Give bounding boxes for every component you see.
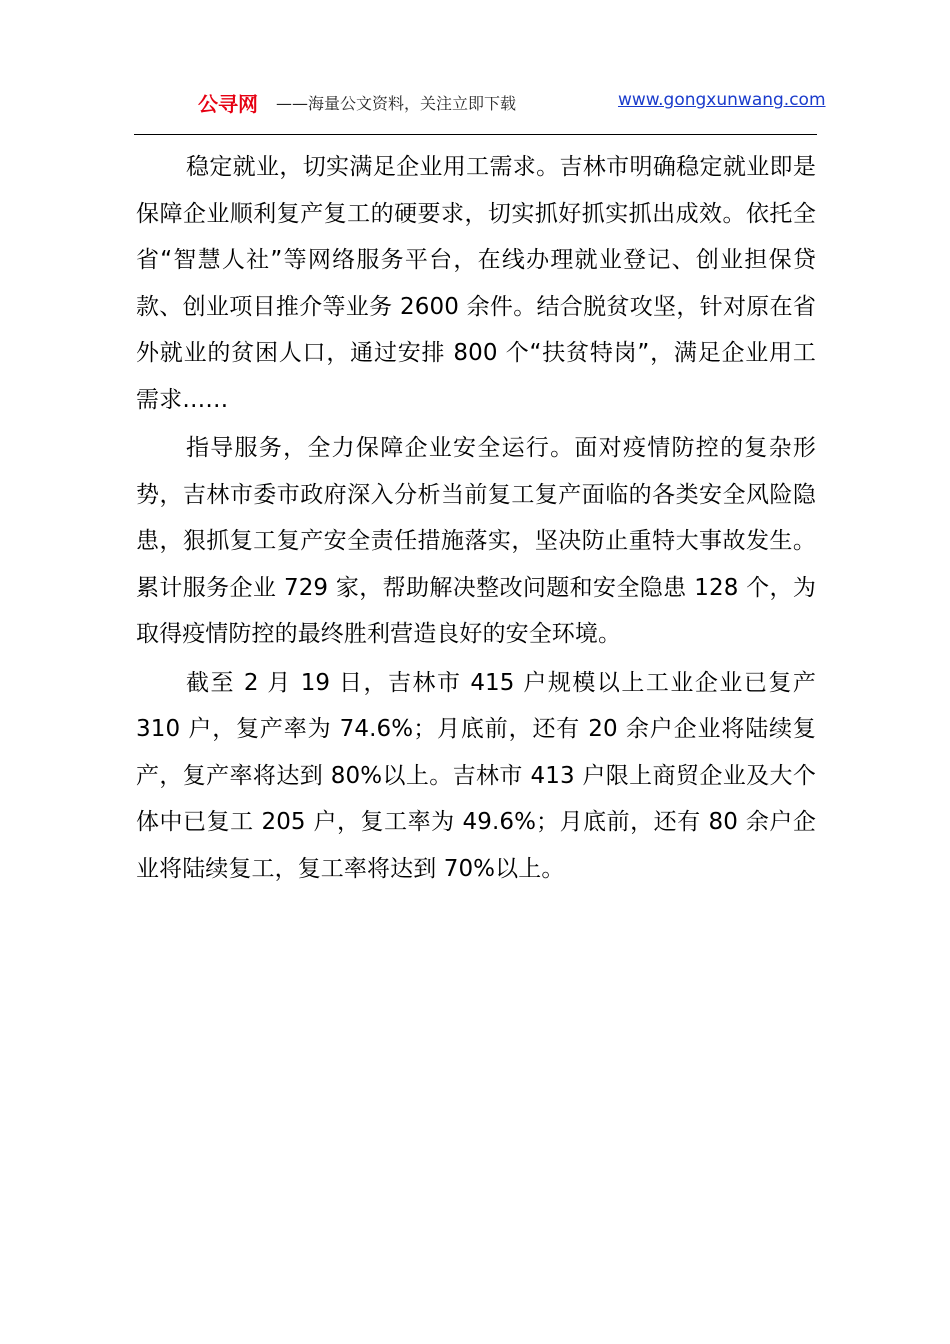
- paragraph-safety-guidance: 指导服务，全力保障企业安全运行。面对疫情防控的复杂形势，吉林市委市政府深入分析当前复工复产面临的各类安全风险隐患，狠抓复工复产安全责任措施落实，坚决防止重特大事故发生。累计服务企业 729 家，帮助解决整改问题和安全隐患 128 个，为取得疫情防控的最终胜利营造良好的安全环境。: [136, 435, 816, 647]
- paragraph-resumption-stats: 截至 2 月 19 日，吉林市 415 户规模以上工业企业已复产 310 户，复产率为 74.6%；月底前，还有 20 余户企业将陆续复产，复产率将达到 80%以上。吉林市 413 户限上商贸企业及大个体中已复工 205 户，复工率为 49.6%；月底前，还有 80 余户企业将陆续复工，复工率将达到 70%以上。: [136, 669, 816, 882]
- document-body: [136, 144, 816, 894]
- page-header: [134, 84, 826, 118]
- header-divider: [134, 134, 817, 135]
- paragraph-employment: 稳定就业，切实满足企业用工需求。吉林市明确稳定就业即是保障企业顺利复产复工的硬要求，切实抓好抓实抓出成效。依托全省“智慧人社”等网络服务平台，在线办理就业登记、创业担保贷款、创业项目推介等业务 2600 余件。结合脱贫攻坚，针对原在省外就业的贫困人口，通过安排 800 个“扶贫特岗”，满足企业用工需求……: [136, 154, 816, 413]
- site-url-link[interactable]: www.gongxunwang.com: [618, 90, 826, 110]
- site-brand: 公寻网: [198, 92, 258, 116]
- site-slogan: ——海量公文资料，关注立即下载: [276, 94, 517, 113]
